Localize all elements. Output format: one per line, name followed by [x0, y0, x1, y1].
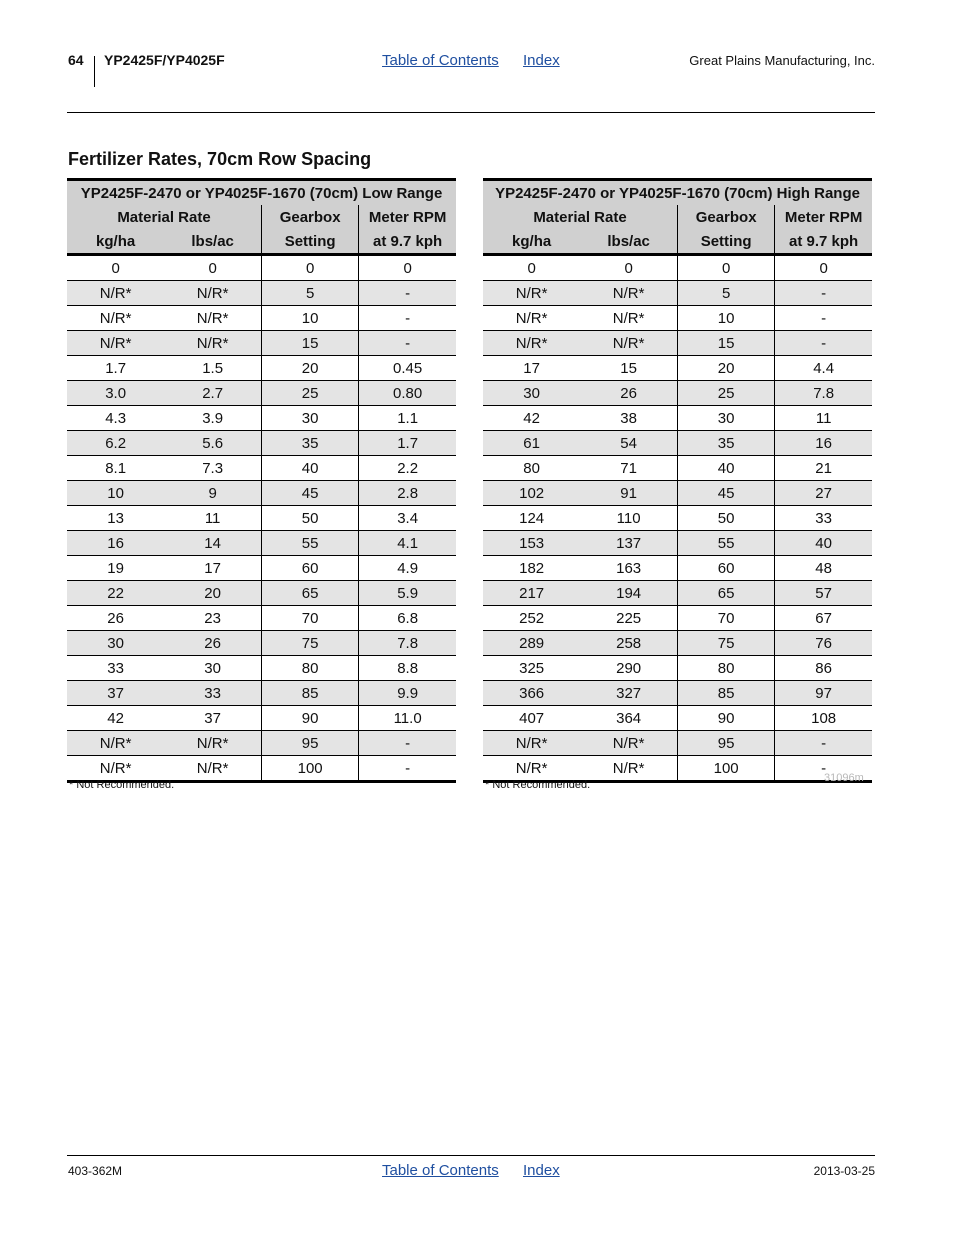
kgha-cell: 252: [483, 606, 580, 631]
lbsac-cell: N/R*: [164, 281, 261, 306]
lbsac-cell: 364: [580, 706, 677, 731]
lbsac-cell: 225: [580, 606, 677, 631]
lbsac-cell: 26: [164, 631, 261, 656]
table-row: [483, 281, 872, 306]
meter-rpm-cell: -: [775, 281, 872, 306]
meter-rpm-cell: 21: [775, 456, 872, 481]
lbsac-cell: 71: [580, 456, 677, 481]
kgha-cell: 153: [483, 531, 580, 556]
table-title: YP2425F-2470 or YP4025F-1670 (70cm) High Range: [483, 180, 872, 206]
table-row: [67, 656, 456, 681]
gearbox-setting-cell: 50: [678, 506, 775, 531]
kgha-cell: N/R*: [483, 281, 580, 306]
material-rate-header: Material Rate: [483, 205, 678, 229]
lbsac-cell: 14: [164, 531, 261, 556]
meter-rpm-cell: 16: [775, 431, 872, 456]
footnote: * Not Recommended.: [69, 779, 175, 791]
gearbox-setting-cell: 70: [262, 606, 359, 631]
lbsac-cell: 2.7: [164, 381, 261, 406]
lbsac-cell: 11: [164, 506, 261, 531]
gearbox-setting-cell: 60: [678, 556, 775, 581]
lbsac-cell: 7.3: [164, 456, 261, 481]
gearbox-setting-cell: 10: [678, 306, 775, 331]
meter-rpm-cell: 67: [775, 606, 872, 631]
kgha-cell: 1.7: [67, 356, 164, 381]
lbsac-cell: N/R*: [580, 306, 677, 331]
lbsac-cell: N/R*: [580, 731, 677, 756]
table-row: [483, 581, 872, 606]
kgha-cell: 17: [483, 356, 580, 381]
meter-rpm-cell: 2.2: [359, 456, 456, 481]
meter-rpm-cell: 4.4: [775, 356, 872, 381]
lbsac-cell: 23: [164, 606, 261, 631]
lbsac-cell: 91: [580, 481, 677, 506]
lbsac-cell: 17: [164, 556, 261, 581]
kgha-cell: 37: [67, 681, 164, 706]
table-row: [67, 431, 456, 456]
kgha-header: kg/ha: [67, 229, 164, 255]
meter-rpm-cell: 1.7: [359, 431, 456, 456]
lbsac-cell: 26: [580, 381, 677, 406]
header-index-link[interactable]: Index: [523, 52, 560, 69]
gearbox-setting-cell: 25: [678, 381, 775, 406]
gearbox-setting-cell: 35: [678, 431, 775, 456]
meter-rpm-header: Meter RPM: [359, 205, 456, 229]
table-row: [67, 456, 456, 481]
lbsac-cell: 194: [580, 581, 677, 606]
lbsac-header: lbs/ac: [580, 229, 677, 255]
meter-rpm-cell: 27: [775, 481, 872, 506]
table-row: [67, 706, 456, 731]
doc-number: 403-362M: [68, 1164, 123, 1178]
table-row: [67, 306, 456, 331]
table-row: [67, 331, 456, 356]
gearbox-setting-cell: 40: [262, 456, 359, 481]
gearbox-setting-cell: 80: [678, 656, 775, 681]
meter-rpm-cell: 86: [775, 656, 872, 681]
lbsac-cell: N/R*: [164, 306, 261, 331]
table-row: [483, 456, 872, 481]
lbsac-cell: 163: [580, 556, 677, 581]
gearbox-setting-cell: 15: [678, 331, 775, 356]
lbsac-header: lbs/ac: [164, 229, 261, 255]
lbsac-cell: 5.6: [164, 431, 261, 456]
table-row: [67, 255, 456, 281]
meter-rpm-cell: 7.8: [775, 381, 872, 406]
kgha-cell: 19: [67, 556, 164, 581]
kgha-header: kg/ha: [483, 229, 580, 255]
lbsac-cell: 9: [164, 481, 261, 506]
kgha-cell: 0: [483, 255, 580, 281]
table-row: [483, 681, 872, 706]
table-row: [67, 631, 456, 656]
kgha-cell: 3.0: [67, 381, 164, 406]
company-name: Great Plains Manufacturing, Inc.: [689, 53, 875, 68]
high-range-body: [483, 255, 872, 782]
gearbox-setting-cell: 15: [262, 331, 359, 356]
gearbox-header: Gearbox: [678, 205, 775, 229]
table-row: [67, 356, 456, 381]
meter-rpm-cell: -: [775, 731, 872, 756]
low-range-table: [67, 178, 456, 783]
meter-rpm-cell: 1.1: [359, 406, 456, 431]
table-title: YP2425F-2470 or YP4025F-1670 (70cm) Low Range: [67, 180, 456, 206]
table-row: [483, 531, 872, 556]
gearbox-setting-cell: 70: [678, 606, 775, 631]
lbsac-cell: N/R*: [164, 731, 261, 756]
speed-header: at 9.7 kph: [775, 229, 872, 255]
gearbox-setting-cell: 0: [262, 255, 359, 281]
meter-rpm-cell: -: [359, 756, 456, 782]
table-row: [483, 756, 872, 782]
kgha-cell: N/R*: [67, 756, 164, 782]
table-row: [67, 281, 456, 306]
table-row: [67, 531, 456, 556]
kgha-cell: 0: [67, 255, 164, 281]
meter-rpm-cell: 0: [775, 255, 872, 281]
kgha-cell: 80: [483, 456, 580, 481]
table-row: [67, 681, 456, 706]
kgha-cell: 8.1: [67, 456, 164, 481]
meter-rpm-cell: 3.4: [359, 506, 456, 531]
kgha-cell: 124: [483, 506, 580, 531]
meter-rpm-cell: 33: [775, 506, 872, 531]
lbsac-cell: 290: [580, 656, 677, 681]
gearbox-setting-cell: 95: [262, 731, 359, 756]
table-row: [483, 731, 872, 756]
kgha-cell: 22: [67, 581, 164, 606]
table-row: [483, 306, 872, 331]
lbsac-cell: N/R*: [580, 756, 677, 782]
kgha-cell: 30: [483, 381, 580, 406]
kgha-cell: 30: [67, 631, 164, 656]
meter-rpm-cell: 8.8: [359, 656, 456, 681]
kgha-cell: N/R*: [67, 331, 164, 356]
table-row: [483, 506, 872, 531]
page-number: 64: [68, 52, 84, 68]
meter-rpm-cell: 5.9: [359, 581, 456, 606]
lbsac-cell: N/R*: [164, 756, 261, 782]
gearbox-setting-cell: 100: [678, 756, 775, 782]
gearbox-setting-cell: 25: [262, 381, 359, 406]
gearbox-setting-cell: 75: [678, 631, 775, 656]
footer-date: 2013-03-25: [813, 1164, 875, 1178]
kgha-cell: 4.3: [67, 406, 164, 431]
table-row: [483, 406, 872, 431]
meter-rpm-cell: -: [359, 281, 456, 306]
lbsac-cell: 1.5: [164, 356, 261, 381]
meter-rpm-cell: -: [775, 306, 872, 331]
table-row: [483, 556, 872, 581]
gearbox-setting-cell: 90: [678, 706, 775, 731]
meter-rpm-cell: 76: [775, 631, 872, 656]
meter-rpm-cell: 48: [775, 556, 872, 581]
lbsac-cell: 110: [580, 506, 677, 531]
table-row: [483, 331, 872, 356]
lbsac-cell: 258: [580, 631, 677, 656]
lbsac-cell: 0: [580, 255, 677, 281]
meter-rpm-cell: 6.8: [359, 606, 456, 631]
kgha-cell: 26: [67, 606, 164, 631]
kgha-cell: N/R*: [483, 756, 580, 782]
meter-rpm-cell: 11: [775, 406, 872, 431]
table-row: [483, 481, 872, 506]
kgha-cell: 289: [483, 631, 580, 656]
table-row: [483, 706, 872, 731]
table-row: [483, 431, 872, 456]
gearbox-setting-cell: 45: [262, 481, 359, 506]
lbsac-cell: 20: [164, 581, 261, 606]
kgha-cell: N/R*: [483, 306, 580, 331]
lbsac-cell: 137: [580, 531, 677, 556]
kgha-cell: 13: [67, 506, 164, 531]
meter-rpm-cell: -: [359, 731, 456, 756]
gearbox-setting-cell: 20: [262, 356, 359, 381]
kgha-cell: 182: [483, 556, 580, 581]
kgha-cell: N/R*: [67, 281, 164, 306]
lbsac-cell: N/R*: [580, 281, 677, 306]
footer-toc-link[interactable]: Table of Contents: [382, 1162, 499, 1179]
lbsac-cell: 327: [580, 681, 677, 706]
kgha-cell: 42: [483, 406, 580, 431]
table-row: [483, 631, 872, 656]
gearbox-setting-cell: 65: [262, 581, 359, 606]
gearbox-setting-cell: 0: [678, 255, 775, 281]
kgha-cell: N/R*: [483, 731, 580, 756]
meter-rpm-cell: 57: [775, 581, 872, 606]
meter-rpm-cell: -: [775, 756, 872, 782]
meter-rpm-cell: 4.1: [359, 531, 456, 556]
meter-rpm-cell: 7.8: [359, 631, 456, 656]
kgha-cell: 10: [67, 481, 164, 506]
gearbox-setting-cell: 100: [262, 756, 359, 782]
lbsac-cell: 30: [164, 656, 261, 681]
gearbox-setting-cell: 95: [678, 731, 775, 756]
header-rule: [67, 112, 875, 113]
lbsac-cell: 0: [164, 255, 261, 281]
gearbox-setting-cell: 10: [262, 306, 359, 331]
table-row: [67, 581, 456, 606]
footer-index-link[interactable]: Index: [523, 1162, 560, 1179]
kgha-cell: 407: [483, 706, 580, 731]
kgha-cell: 61: [483, 431, 580, 456]
meter-rpm-cell: -: [359, 306, 456, 331]
model-title: YP2425F/YP4025F: [104, 52, 225, 68]
gearbox-header: Gearbox: [262, 205, 359, 229]
gearbox-setting-cell: 90: [262, 706, 359, 731]
meter-rpm-cell: 97: [775, 681, 872, 706]
meter-rpm-cell: 4.9: [359, 556, 456, 581]
table-row: [67, 556, 456, 581]
lbsac-cell: 3.9: [164, 406, 261, 431]
gearbox-setting-cell: 40: [678, 456, 775, 481]
meter-rpm-cell: 9.9: [359, 681, 456, 706]
meter-rpm-cell: 0.45: [359, 356, 456, 381]
gearbox-setting-cell: 5: [262, 281, 359, 306]
gearbox-setting-cell: 55: [262, 531, 359, 556]
table-row: [67, 481, 456, 506]
gearbox-setting-cell: 85: [262, 681, 359, 706]
gearbox-setting-cell: 50: [262, 506, 359, 531]
gearbox-setting-cell: 30: [262, 406, 359, 431]
gearbox-setting-cell: 65: [678, 581, 775, 606]
lbsac-cell: 54: [580, 431, 677, 456]
footer-rule: [67, 1155, 875, 1156]
meter-rpm-cell: 0.80: [359, 381, 456, 406]
kgha-cell: 366: [483, 681, 580, 706]
kgha-cell: 217: [483, 581, 580, 606]
gearbox-setting-cell: 20: [678, 356, 775, 381]
kgha-cell: 6.2: [67, 431, 164, 456]
lbsac-cell: 33: [164, 681, 261, 706]
high-range-table: [483, 178, 872, 783]
kgha-cell: 33: [67, 656, 164, 681]
gearbox-setting-cell: 35: [262, 431, 359, 456]
meter-rpm-cell: -: [359, 331, 456, 356]
gearbox-setting-cell: 75: [262, 631, 359, 656]
kgha-cell: N/R*: [67, 731, 164, 756]
meter-rpm-cell: 11.0: [359, 706, 456, 731]
table-row: [67, 406, 456, 431]
table-row: [67, 606, 456, 631]
lbsac-cell: 38: [580, 406, 677, 431]
table-row: [483, 656, 872, 681]
meter-rpm-cell: 2.8: [359, 481, 456, 506]
table-row: [67, 756, 456, 782]
table-row: [67, 506, 456, 531]
kgha-cell: 16: [67, 531, 164, 556]
gearbox-setting-cell: 85: [678, 681, 775, 706]
material-rate-header: Material Rate: [67, 205, 262, 229]
lbsac-cell: 37: [164, 706, 261, 731]
gearbox-setting-cell: 30: [678, 406, 775, 431]
table-row: [483, 606, 872, 631]
kgha-cell: N/R*: [67, 306, 164, 331]
table-row: [67, 381, 456, 406]
meter-rpm-cell: 40: [775, 531, 872, 556]
setting-header: Setting: [678, 229, 775, 255]
setting-header: Setting: [262, 229, 359, 255]
gearbox-setting-cell: 5: [678, 281, 775, 306]
table-row: [483, 381, 872, 406]
meter-rpm-cell: 108: [775, 706, 872, 731]
lbsac-cell: 15: [580, 356, 677, 381]
gearbox-setting-cell: 60: [262, 556, 359, 581]
header-divider: [94, 56, 95, 87]
low-range-body: [67, 255, 456, 782]
gearbox-setting-cell: 45: [678, 481, 775, 506]
table-row: [483, 255, 872, 281]
header-toc-link[interactable]: Table of Contents: [382, 52, 499, 69]
gearbox-setting-cell: 55: [678, 531, 775, 556]
table-row: [483, 356, 872, 381]
kgha-cell: 42: [67, 706, 164, 731]
meter-rpm-header: Meter RPM: [775, 205, 872, 229]
figure-id: 31096m: [824, 772, 864, 784]
section-title: Fertilizer Rates, 70cm Row Spacing: [68, 149, 372, 169]
kgha-cell: N/R*: [483, 331, 580, 356]
lbsac-cell: N/R*: [580, 331, 677, 356]
gearbox-setting-cell: 80: [262, 656, 359, 681]
table-row: [67, 731, 456, 756]
footnote: * Not Recommended.: [485, 779, 591, 791]
kgha-cell: 102: [483, 481, 580, 506]
meter-rpm-cell: 0: [359, 255, 456, 281]
lbsac-cell: N/R*: [164, 331, 261, 356]
speed-header: at 9.7 kph: [359, 229, 456, 255]
meter-rpm-cell: -: [775, 331, 872, 356]
kgha-cell: 325: [483, 656, 580, 681]
